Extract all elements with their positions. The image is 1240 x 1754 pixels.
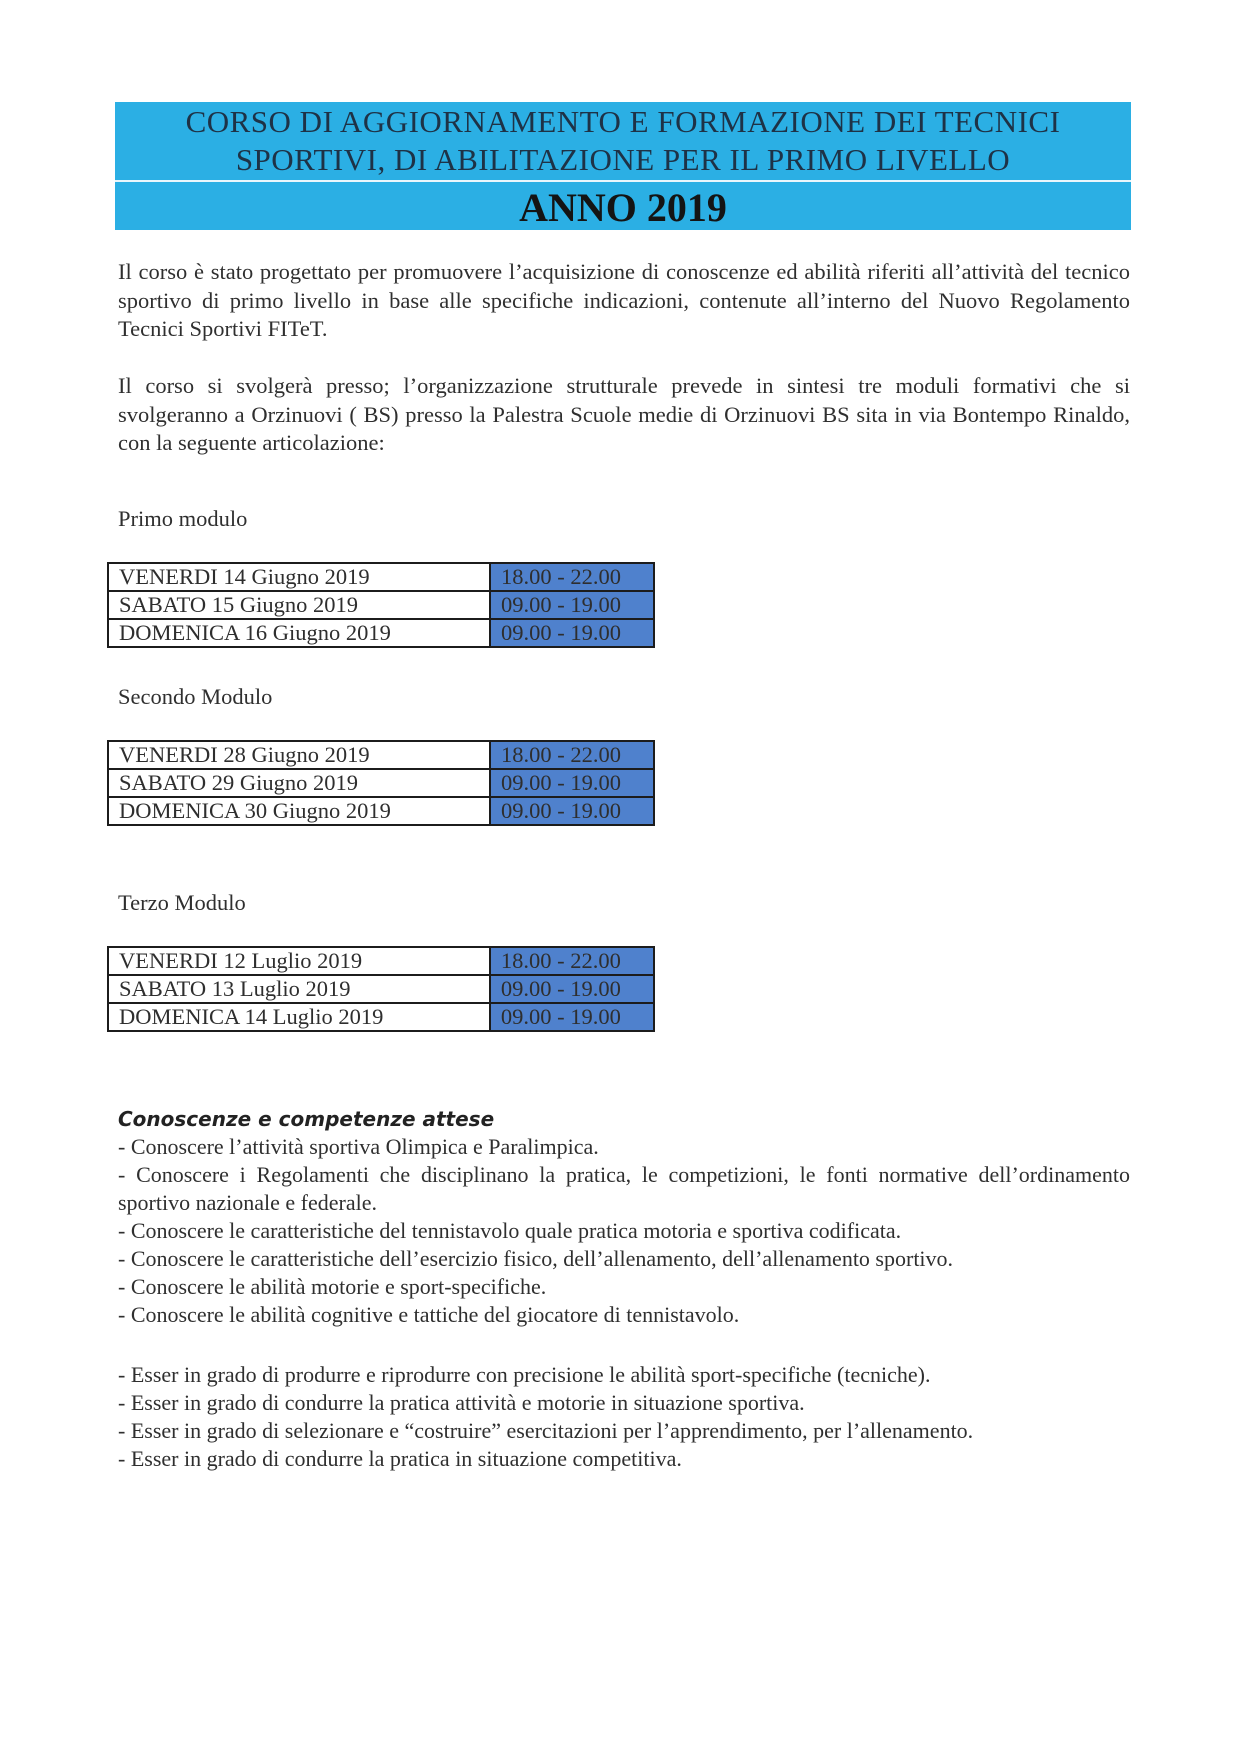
table-row: [108, 769, 654, 797]
module-3-schedule-table: [107, 946, 655, 1032]
list-item: - Esser in grado di selezionare e “costruire” esercitazioni per l’apprendimento, per l’allenamento.: [118, 1418, 974, 1443]
list-item: - Esser in grado di condurre la pratica in situazione competitiva.: [118, 1446, 682, 1471]
intro-paragraph-2: Il corso si svolgerà presso; l’organizzazione strutturale prevede in sintesi tre moduli formativi che si svolgeranno a Orzinuovi ( BS) presso la Palestra Scuole medie di Orzinuovi BS sita in via Bontempo Rinaldo, con la seguente articolazione:: [118, 373, 1130, 455]
title-line-2: SPORTIVI, DI ABILITAZIONE PER IL PRIMO LIVELLO: [235, 142, 1011, 177]
schedule-time: 18.00 - 22.00: [490, 947, 654, 975]
list-item: - Conoscere i Regolamenti che disciplinano la pratica, le competizioni, le fonti normative dell’ordinamento sportivo nazionale e federale.: [118, 1162, 1130, 1215]
schedule-day: VENERDI 28 Giugno 2019: [108, 741, 490, 769]
module-2-label: Secondo Modulo: [118, 684, 273, 709]
list-item: - Conoscere le caratteristiche del tennistavolo quale pratica motoria e sportiva codificata.: [118, 1218, 902, 1243]
schedule-time: 09.00 - 19.00: [490, 591, 654, 619]
list-item: - Esser in grado di produrre e riprodurre con precisione le abilità sport-specifiche (tecniche).: [118, 1362, 931, 1387]
list-item: - Conoscere le abilità cognitive e tattiche del giocatore di tennistavolo.: [118, 1302, 740, 1327]
module-2-schedule-table: [107, 740, 655, 826]
schedule-day: SABATO 15 Giugno 2019: [108, 591, 490, 619]
competences-title: Conoscenze e competenze attese: [118, 1107, 495, 1131]
knowledge-list: [118, 1133, 1130, 1329]
table-row: [108, 741, 654, 769]
module-1-schedule-table: [107, 562, 655, 648]
table-row: [108, 975, 654, 1003]
schedule-time: 18.00 - 22.00: [490, 741, 654, 769]
schedule-time: 09.00 - 19.00: [490, 1003, 654, 1031]
schedule-time: 09.00 - 19.00: [490, 769, 654, 797]
schedule-time: 18.00 - 22.00: [490, 563, 654, 591]
table-row: [108, 591, 654, 619]
intro-paragraph-1: Il corso è stato progettato per promuovere l’acquisizione di conoscenze ed abilità riferiti all’attività del tecnico sportivo di primo livello in base alle specifiche indicazioni, contenute all’interno del Nuovo Regolamento Tecnici Sportivi FITeT.: [118, 259, 1130, 341]
schedule-time: 09.00 - 19.00: [490, 619, 654, 647]
schedule-time: 09.00 - 19.00: [490, 975, 654, 1003]
schedule-day: DOMENICA 16 Giugno 2019: [108, 619, 490, 647]
title-line-1: CORSO DI AGGIORNAMENTO E FORMAZIONE DEI TECNICI: [185, 104, 1061, 139]
module-1-label: Primo modulo: [118, 506, 248, 531]
module-3-label: Terzo Modulo: [118, 890, 246, 915]
table-row: [108, 1003, 654, 1031]
schedule-day: DOMENICA 14 Luglio 2019: [108, 1003, 490, 1031]
table-row: [108, 947, 654, 975]
schedule-day: SABATO 29 Giugno 2019: [108, 769, 490, 797]
table-row: [108, 619, 654, 647]
schedule-day: DOMENICA 30 Giugno 2019: [108, 797, 490, 825]
list-item: - Conoscere l’attività sportiva Olimpica e Paralimpica.: [118, 1134, 599, 1159]
schedule-day: VENERDI 14 Giugno 2019: [108, 563, 490, 591]
list-item: - Esser in grado di condurre la pratica attività e motorie in situazione sportiva.: [118, 1390, 805, 1415]
skills-list: [118, 1361, 1130, 1473]
schedule-time: 09.00 - 19.00: [490, 797, 654, 825]
schedule-day: SABATO 13 Luglio 2019: [108, 975, 490, 1003]
list-item: - Conoscere le abilità motorie e sport-specifiche.: [118, 1274, 547, 1299]
table-row: [108, 797, 654, 825]
schedule-day: VENERDI 12 Luglio 2019: [108, 947, 490, 975]
list-item: - Conoscere le caratteristiche dell’esercizio fisico, dell’allenamento, dell’allenamento sportivo.: [118, 1246, 954, 1271]
title-banner: [115, 102, 1131, 230]
title-year: ANNO 2019: [115, 180, 1131, 232]
table-row: [108, 563, 654, 591]
